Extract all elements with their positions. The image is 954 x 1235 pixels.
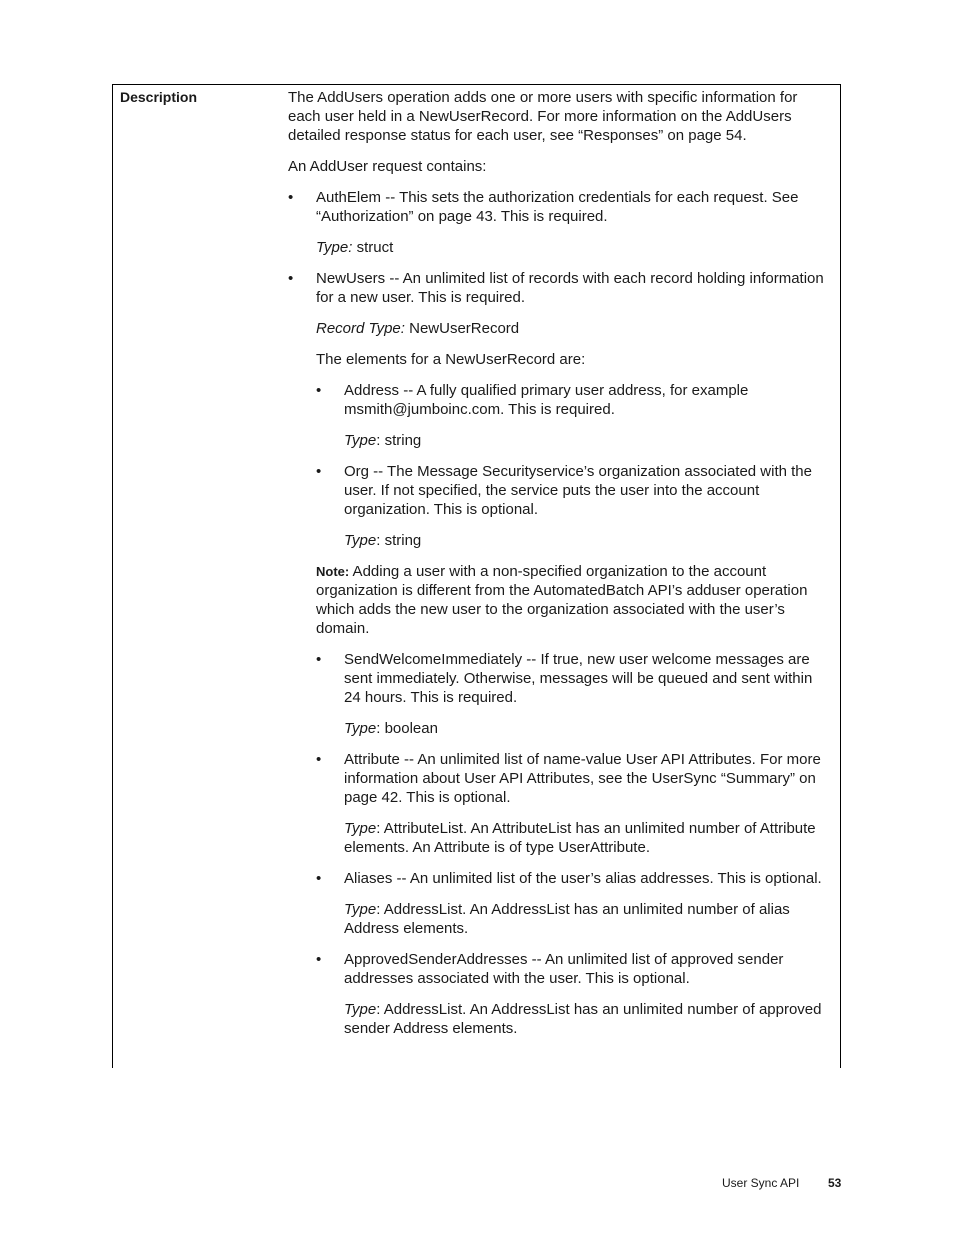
type-value: : string [376, 432, 422, 449]
type-label: Type [344, 901, 377, 918]
type-label: Type [344, 1001, 377, 1018]
list-item-newusers [288, 269, 833, 307]
request-intro: An AddUser request contains: [288, 158, 487, 175]
type-value: struct [352, 239, 394, 256]
note-label: Note: [316, 564, 350, 579]
bullet-icon: • [316, 951, 322, 968]
bullet-icon: • [288, 270, 294, 287]
element-text: Org -- The Message Securityservice’s organization associated with the user. If not specified, the service puts the user into the account organization. This is optional. [344, 463, 812, 518]
type-value: : AddressList. An AddressList has an unlimited number of alias Address elements. [344, 901, 790, 937]
element-text: ApprovedSenderAddresses -- An unlimited list of approved sender addresses associated with the user. This is optional. [344, 951, 784, 987]
list-item-org [316, 462, 833, 519]
element-type [316, 819, 833, 857]
type-value: : AttributeList. An AttributeList has an unlimited number of Attribute elements. An Attribute is of type UserAttribute. [344, 820, 816, 856]
list-item-address [316, 381, 833, 419]
type-value: : string [376, 532, 422, 549]
newusers-text: NewUsers -- An unlimited list of records with each record holding information for a new user. This is required. [316, 270, 824, 306]
element-type [316, 431, 833, 450]
type-label: Type [344, 720, 377, 737]
bullet-icon: • [316, 651, 322, 668]
bullet-icon: • [316, 382, 322, 399]
type-label: Type [344, 532, 377, 549]
type-value: NewUserRecord [404, 320, 520, 337]
footer-section-title: User Sync API [722, 1176, 800, 1190]
authelem-type [288, 238, 833, 257]
element-type [316, 719, 833, 738]
list-item-sendwelcome [316, 650, 833, 707]
bullet-icon: • [288, 189, 294, 206]
element-text: SendWelcomeImmediately -- If true, new user welcome messages are sent immediately. Otherwise, messages will be queued and sent within 24 hours. This is required. [344, 651, 813, 706]
note-text: Adding a user with a non-specified organization to the account organization is different from the AutomatedBatch API’s adduser operation which adds the new user to the organization associated with the user’s domain. [316, 563, 808, 637]
type-value: : boolean [376, 720, 438, 737]
newusers-type [288, 319, 833, 338]
list-item-approved-senders [316, 950, 833, 988]
list-item-authelem [288, 188, 833, 226]
bullet-icon: • [316, 870, 322, 887]
row-label: Description [120, 89, 198, 105]
type-label: Type [344, 820, 377, 837]
note [288, 562, 833, 638]
bullet-icon: • [316, 463, 322, 480]
description-content [288, 88, 833, 1050]
bullet-icon: • [316, 751, 322, 768]
elements-intro: The elements for a NewUserRecord are: [316, 351, 586, 368]
type-label: Record Type: [316, 320, 405, 337]
element-text: Attribute -- An unlimited list of name-value User API Attributes. For more information about User API Attributes, see the UserSync “Summary” on page 42. This is optional. [344, 751, 821, 806]
element-type [316, 900, 833, 938]
type-label: Type: [316, 239, 353, 256]
element-type [316, 1000, 833, 1038]
type-label: Type [344, 432, 377, 449]
intro-paragraph: The AddUsers operation adds one or more users with specific information for each user held in a NewUserRecord. For more information on the AddUsers detailed response status for each user, see “Responses” on page 54. [288, 89, 798, 144]
authelem-text: AuthElem -- This sets the authorization credentials for each request. See “Authorization” on page 43. This is required. [316, 189, 799, 225]
page-number: 53 [828, 1176, 842, 1190]
element-text: Address -- A fully qualified primary user address, for example msmith@jumboinc.com. This is required. [344, 382, 749, 418]
element-text: Aliases -- An unlimited list of the user’s alias addresses. This is optional. [344, 870, 822, 887]
type-value: : AddressList. An AddressList has an unlimited number of approved sender Address elements. [344, 1001, 822, 1037]
list-item-attribute [316, 750, 833, 807]
description-table [112, 84, 841, 1068]
element-type [316, 531, 833, 550]
list-item-aliases [316, 869, 833, 888]
